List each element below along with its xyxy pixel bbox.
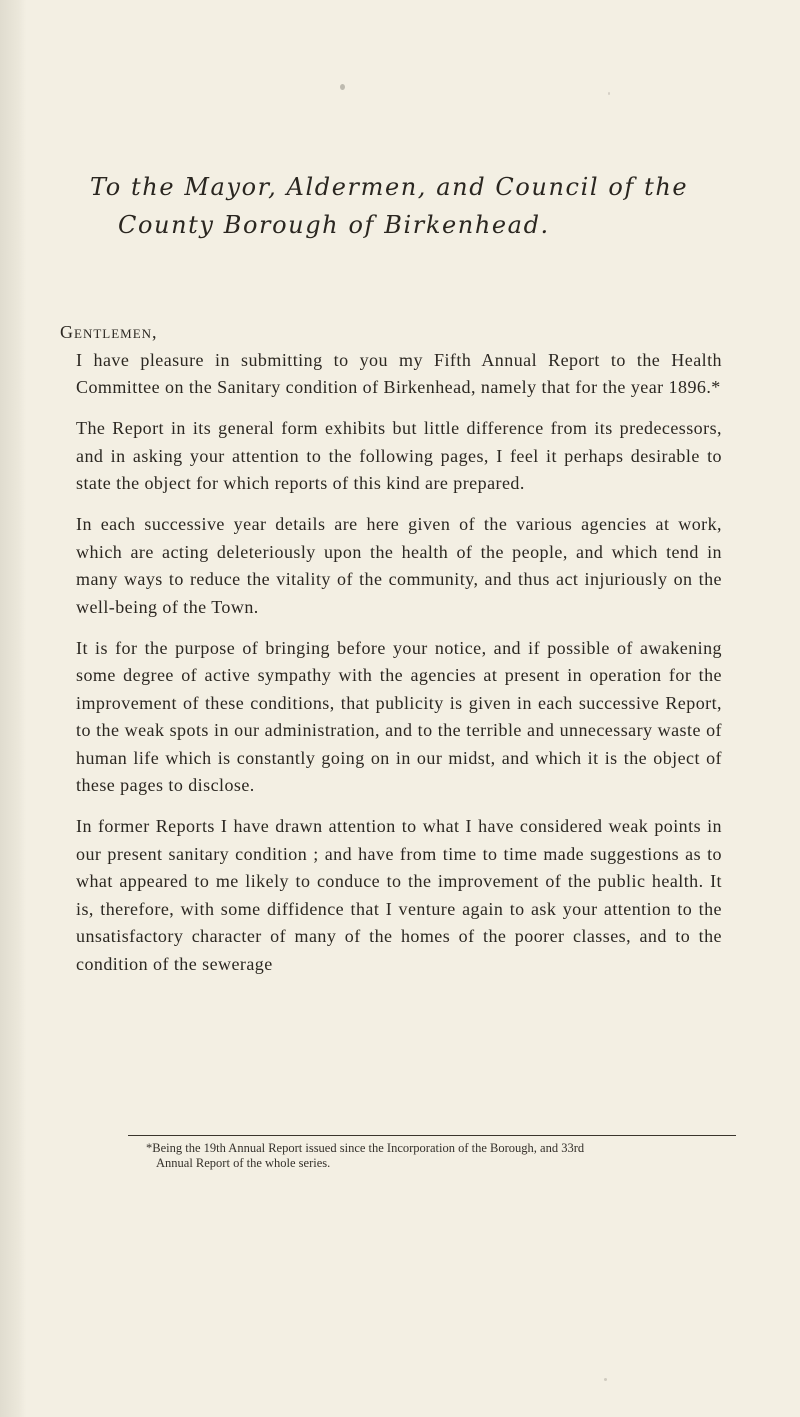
letter-body	[60, 319, 722, 992]
paragraph-4: It is for the purpose of bringing before your notice, and if possible of awakening some degree of active sympathy with the agencies at present in operation for the improvement of these conditions, that publicity is given in each successive Report, to the weak spots in our administration, and to the terrible and unnecessary waste of human life which is constantly going on in our midst, and which it is the object of these pages to disclose.	[76, 637, 722, 795]
paragraph-1: I have pleasure in submitting to you my Fifth Annual Report to the Health Committee on the Sanitary condition of Birkenhead, namely that for the year 1896.*	[76, 349, 722, 397]
paragraph-2: The Report in its general form exhibits but little difference from its predecessors, and in asking your attention to the following pages, I feel it perhaps desirable to state the object for which reports of this kind are prepared.	[76, 418, 722, 493]
address-heading-line-2: County Borough of Birkenhead.	[118, 211, 550, 239]
footnote-line-2: Annual Report of the whole series.	[156, 1156, 331, 1170]
paragraph-3: In each successive year details are here given of the various agencies at work, which are acting deleteriously upon the health of the people, and which tend in many ways to reduce the vitality of the community, and thus act injuriously on the well-being of the Town.	[76, 514, 722, 617]
paragraph-5: In former Reports I have drawn attention to what I have considered weak points in our present sanitary condition ; and have from time to time made suggestions as to what appeared to me likely to conduce to the improvement of the public health. It is, therefore, with some diffidence that I venture again to ask your attention to the unsatisfactory character of many of the homes of the poorer classes, and to the condition of the sewerage	[76, 816, 722, 974]
address-heading	[90, 168, 750, 244]
footnote	[146, 1141, 726, 1171]
paper-speck	[340, 84, 345, 90]
salutation: Gentlemen,	[60, 322, 158, 342]
address-heading-line-1: To the Mayor, Aldermen, and Council of the	[90, 173, 689, 201]
paper-speck	[608, 92, 610, 95]
paper-speck	[604, 1378, 607, 1381]
footnote-line-1: *Being the 19th Annual Report issued since the Incorporation of the Borough, and 33rd	[146, 1141, 585, 1155]
footnote-divider	[128, 1135, 736, 1136]
page-gutter-shadow	[0, 0, 26, 1417]
